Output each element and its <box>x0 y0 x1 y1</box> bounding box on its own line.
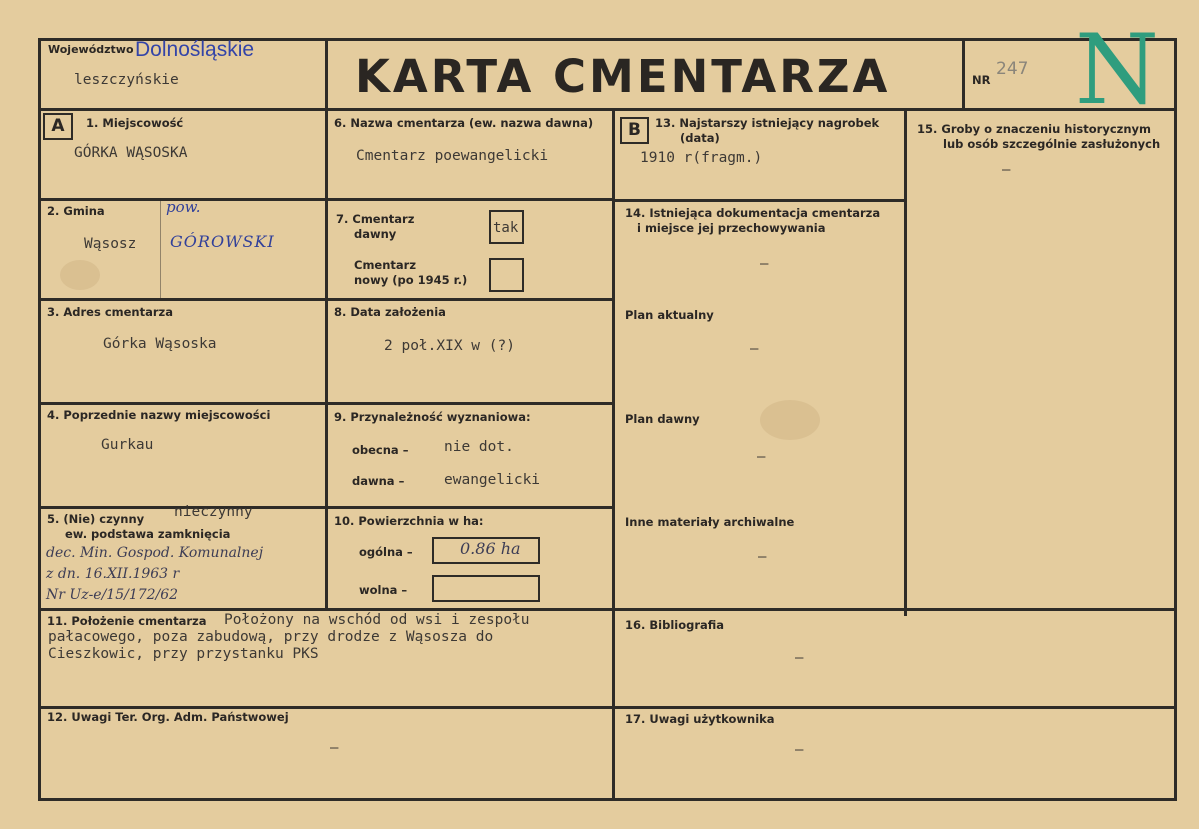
field-11-line-1: Położony na wschód od wsi i zespołu <box>224 612 530 628</box>
field-16-label: 16. Bibliografia <box>625 618 725 632</box>
field-5-hand-2: z dn. 16.XII.1963 r <box>46 566 180 582</box>
section-a-box <box>43 113 73 140</box>
field-4-value: Gurkau <box>101 437 154 453</box>
plan-current-label: Plan aktualny <box>625 308 714 322</box>
field-6-value: Cmentarz poewangelicki <box>356 148 549 164</box>
section-b-letter: B <box>628 120 641 140</box>
field-9-label: 9. Przynależność wyznaniowa: <box>334 410 531 424</box>
grid-line <box>962 38 965 110</box>
field-5-label: 5. (Nie) czynny <box>47 512 145 526</box>
field-12-label: 12. Uwagi Ter. Org. Adm. Państwowej <box>47 710 289 724</box>
section-a-letter: A <box>51 116 65 136</box>
grid-line <box>904 108 907 616</box>
card-title: KARTA CMENTARZA <box>355 50 891 103</box>
paper-stain <box>60 260 100 290</box>
field-9-dawna-label: dawna – <box>352 474 405 488</box>
field-15-value: – <box>1002 162 1011 178</box>
grid-line <box>612 199 907 202</box>
grid-line <box>38 608 1177 611</box>
cemetery-new-checkbox[interactable] <box>489 258 524 292</box>
field-8-label: 8. Data założenia <box>334 305 446 319</box>
grid-line <box>1174 38 1177 801</box>
field-5-sublabel: ew. podstawa zamknięcia <box>65 527 231 541</box>
field-17-label: 17. Uwagi użytkownika <box>625 712 775 726</box>
field-17-value: – <box>795 742 804 758</box>
field-2-label: 2. Gmina <box>47 204 105 218</box>
field-7-dawny-label: 7. Cmentarz <box>336 212 415 226</box>
field-7-nowy-label: Cmentarz <box>354 258 417 272</box>
field-11-label: 11. Położenie cmentarza <box>47 614 207 628</box>
grid-line <box>160 198 161 298</box>
paper-stain <box>760 400 820 440</box>
area-total-value: 0.86 ha <box>460 539 521 558</box>
wojewodztwo-label: Województwo <box>48 43 134 56</box>
grid-line <box>325 108 328 611</box>
cemetery-old-value: tak <box>493 220 519 236</box>
plan-old-label: Plan dawny <box>625 412 700 426</box>
field-2-value: Wąsosz <box>84 236 137 252</box>
field-7-nowy-sublabel: nowy (po 1945 r.) <box>354 273 468 287</box>
grid-line <box>38 402 615 405</box>
grid-line <box>38 706 1177 709</box>
grid-line <box>38 108 1177 111</box>
field-13-value: 1910 r(fragm.) <box>640 150 763 166</box>
wojewodztwo-stamp: Dolnośląskie <box>135 38 255 61</box>
area-free-box[interactable] <box>432 575 540 602</box>
grid-line <box>38 38 41 801</box>
grid-line <box>325 38 328 110</box>
field-13-sublabel: (data) <box>680 131 720 145</box>
grid-line <box>612 108 615 801</box>
section-b-box <box>620 117 649 144</box>
field-3-value: Górka Wąsoska <box>103 336 217 352</box>
field-14-label: 14. Istniejąca dokumentacja cmentarza <box>625 206 881 220</box>
field-6-label: 6. Nazwa cmentarza (ew. nazwa dawna) <box>334 116 594 130</box>
field-10-wolna-label: wolna – <box>359 583 408 597</box>
other-archives-value: – <box>758 549 767 565</box>
field-15-label: 15. Groby o znaczeniu historycznym <box>917 122 1152 136</box>
plan-old-value: – <box>757 449 766 465</box>
field-4-label: 4. Poprzednie nazwy miejscowości <box>47 408 271 422</box>
field-10-ogolna-label: ogólna – <box>359 545 413 559</box>
corner-mark: N <box>1075 14 1159 126</box>
field-14-value: – <box>760 256 769 272</box>
field-13-label: 13. Najstarszy istniejący nagrobek <box>655 116 880 130</box>
field-5-hand-1: dec. Min. Gospod. Komunalnej <box>46 545 264 561</box>
field-5-hand-3: Nr Uz-e/15/172/62 <box>46 587 179 603</box>
wojewodztwo-typed: leszczyńskie <box>74 72 179 88</box>
nr-label: NR <box>972 73 991 87</box>
field-9-obecna-value: nie dot. <box>444 439 514 455</box>
field-1-label: 1. Miejscowość <box>86 116 184 130</box>
field-7-dawny-sublabel: dawny <box>354 227 397 241</box>
grid-line <box>38 298 615 301</box>
field-11-line-3: Cieszkowic, przy przystanku PKS <box>48 646 319 662</box>
field-16-value: – <box>795 650 804 666</box>
field-2-pow-value: GÓROWSKI <box>170 232 275 251</box>
field-14-sublabel: i miejsce jej przechowywania <box>637 221 826 235</box>
field-15-sublabel: lub osób szczególnie zasłużonych <box>943 137 1161 151</box>
grid-line <box>38 198 615 201</box>
field-9-obecna-label: obecna – <box>352 443 409 457</box>
field-12-value: – <box>330 740 339 756</box>
field-3-label: 3. Adres cmentarza <box>47 305 173 319</box>
other-archives-label: Inne materiały archiwalne <box>625 515 795 529</box>
field-9-dawna-value: ewangelicki <box>444 472 541 488</box>
nr-value: 247 <box>996 59 1029 79</box>
field-1-value: GÓRKA WĄSOSKA <box>74 145 188 161</box>
field-2-pow-label: pow. <box>166 198 201 216</box>
field-10-label: 10. Powierzchnia w ha: <box>334 514 484 528</box>
field-8-value: 2 poł.XIX w (?) <box>384 338 515 354</box>
grid-line <box>38 506 615 509</box>
field-5-status: nieczynny <box>174 504 253 520</box>
grid-line <box>38 798 1177 801</box>
field-11-line-2: pałacowego, poza zabudową, przy drodze z Wąsosza do <box>48 629 494 645</box>
plan-current-value: – <box>750 341 759 357</box>
